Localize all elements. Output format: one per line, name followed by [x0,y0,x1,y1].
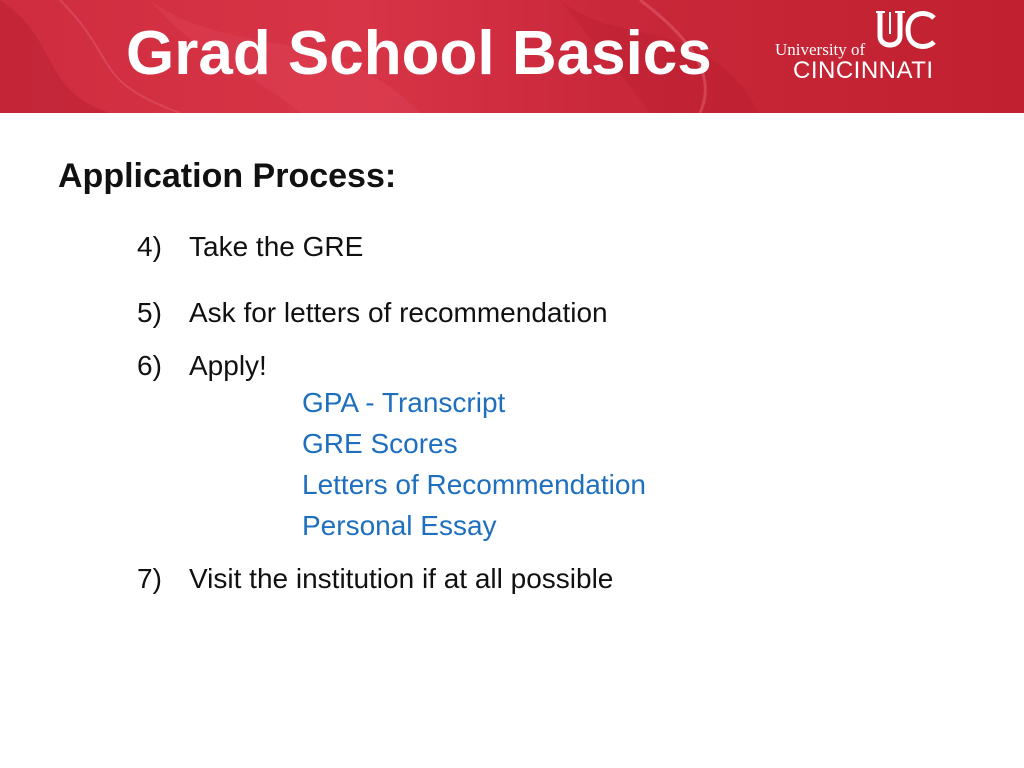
university-logo [773,8,963,84]
logo-cincinnati-text: CINCINNATI [793,57,934,84]
uc-monogram-icon [876,8,940,56]
logo-university-of-text: University of [775,40,866,59]
step-text: Take the GRE [189,231,364,262]
title-banner [0,0,1024,113]
slide-title: Grad School Basics [126,19,712,88]
step-number: 6) [137,350,162,381]
step-number: 4) [137,231,162,262]
step-text: Visit the institution if at all possible [189,563,614,594]
step-number: 7) [137,563,162,594]
step-text: Apply! [189,350,267,381]
section-heading: Application Process: [58,157,397,195]
step-text: Ask for letters of recommendation [189,297,608,328]
apply-items-list [302,382,646,546]
list-item: GPA - Transcript [302,387,506,418]
step-number: 5) [137,297,162,328]
list-item: Personal Essay [302,510,497,541]
list-item: Letters of Recommendation [302,469,646,500]
list-item: GRE Scores [302,428,458,459]
